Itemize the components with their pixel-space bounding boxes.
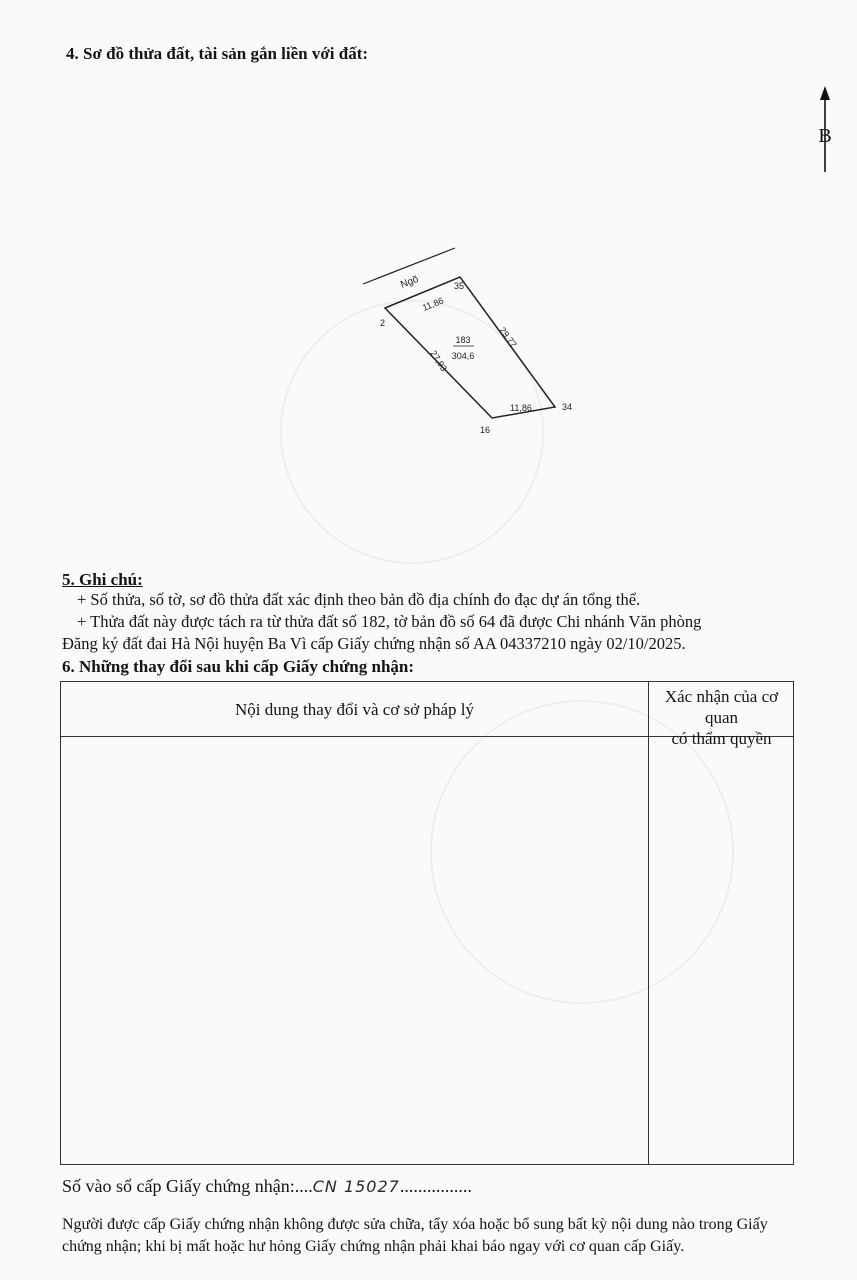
section-5-heading: 5. Ghi chú:	[62, 570, 143, 589]
changes-table	[60, 681, 794, 1165]
register-dots: ................	[399, 1176, 472, 1196]
parcel-boundary	[385, 277, 555, 418]
vertex-label: 2	[380, 318, 386, 328]
column-header-changes: Nội dung thay đổi và cơ sở pháp lý	[235, 700, 474, 719]
edge-length-label: 11,86	[510, 403, 532, 413]
column-header-line: có thẩm quyền	[671, 729, 772, 748]
section-6-heading: 6. Những thay đổi sau khi cấp Giấy chứng nhận:	[62, 657, 415, 676]
road-label: Ngõ	[399, 273, 421, 291]
edge-length-label: 27,93	[428, 348, 449, 373]
north-arrow-label: B	[818, 125, 832, 147]
column-header-line: Xác nhận của cơ quan	[664, 687, 779, 727]
column-divider	[648, 682, 649, 1164]
register-number-line	[62, 1176, 472, 1197]
vertex-label: 35	[454, 281, 465, 291]
edge-length-label: 11,86	[421, 295, 446, 313]
register-label: Số vào sổ cấp Giấy chứng nhận:	[62, 1176, 295, 1196]
column-header-authority	[648, 686, 795, 749]
footer-note: Người được cấp Giấy chứng nhận không được sửa chữa, tẩy xóa hoặc bổ sung bất kỳ nội dung nào trong Giấy chứng nhận; khi bị mất hoặc hư hỏng Giấy chứng nhận phải khai báo ngay với cơ quan cấp Giấy.	[62, 1216, 768, 1255]
vertex-label: 34	[562, 402, 573, 412]
parcel-sketch	[355, 240, 595, 440]
parcel-area: 304,6	[451, 351, 475, 361]
parcel-number: 183	[455, 335, 471, 345]
register-number: CN 15027	[312, 1177, 400, 1196]
edge-length-label: 29,77	[497, 325, 519, 350]
note-line: + Số thửa, số tờ, sơ đồ thửa đất xác định theo bản đồ địa chính đo đạc dự án tổng thể.	[77, 590, 641, 609]
section-4-heading: 4. Sơ đồ thửa đất, tài sản gắn liền với đất:	[66, 44, 369, 63]
north-arrow-icon	[808, 84, 842, 176]
register-dots: ....	[294, 1176, 313, 1196]
note-line: + Thửa đất này được tách ra từ thửa đất số 182, tờ bản đồ số 64 đã được Chi nhánh Văn phòng	[77, 612, 702, 631]
vertex-label: 16	[480, 425, 491, 435]
note-line: Đăng ký đất đai Hà Nội huyện Ba Vì cấp Giấy chứng nhận số AA 04337210 ngày 02/10/2025.	[62, 634, 686, 653]
